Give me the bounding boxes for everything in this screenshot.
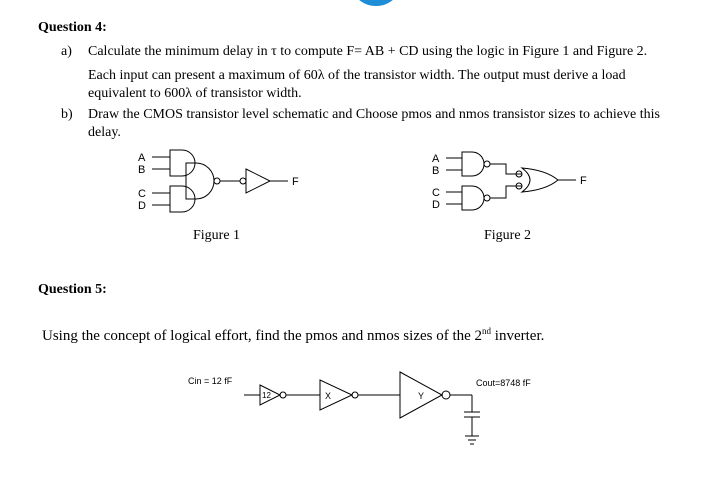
blue-circle-icon [354, 0, 398, 6]
inv1-label: 12 [262, 391, 271, 400]
part-a-marker: a) [61, 44, 72, 59]
question-5-title: Question 5: [38, 282, 107, 297]
part-b-marker: b) [61, 107, 73, 122]
part-a-line-1: Calculate the minimum delay in τ to compute F= AB + CD using the logic in Figure 1 and Figure 2. [88, 44, 648, 59]
figure-2-diagram [418, 142, 618, 227]
inv2-label: X [325, 391, 332, 401]
fig2-input-d: D [432, 199, 440, 211]
cout-label: Cout=8748 fF [476, 378, 531, 388]
figure-1-diagram [110, 142, 350, 227]
figure-2-caption: Figure 2 [484, 228, 532, 243]
cin-label: Cin = 12 fF [188, 376, 233, 386]
question-5-text [42, 328, 544, 345]
part-b-line-1: Draw the CMOS transistor level schematic and Choose pmos and nmos transistor sizes to achieve this [88, 107, 660, 122]
q5-text-sup: nd [482, 326, 492, 336]
fig1-input-d: D [138, 200, 146, 212]
fig1-output-f: F [292, 176, 299, 188]
part-a-line-3: equivalent to 600λ of transistor width. [88, 86, 302, 101]
fig1-input-a: A [138, 152, 146, 164]
fig2-input-c: C [432, 187, 440, 199]
part-b-line-2: delay. [88, 125, 121, 140]
inv3-label: Y [418, 391, 425, 401]
q5-text-pre: Using the concept of logical effort, find the pmos and nmos sizes of the 2 [42, 328, 483, 344]
question-4-title: Question 4: [38, 20, 107, 35]
fig1-input-c: C [138, 188, 146, 200]
fig2-input-b: B [432, 165, 440, 177]
inverter-chain-diagram [180, 368, 560, 468]
fig1-input-b: B [138, 164, 146, 176]
fig2-input-a: A [432, 153, 440, 165]
part-a-line-2: Each input can present a maximum of 60λ of the transistor width. The output must derive a load [88, 68, 626, 83]
fig2-output-f: F [580, 175, 587, 187]
figure-1-caption: Figure 1 [193, 228, 241, 243]
q5-text-post: inverter. [491, 328, 545, 344]
